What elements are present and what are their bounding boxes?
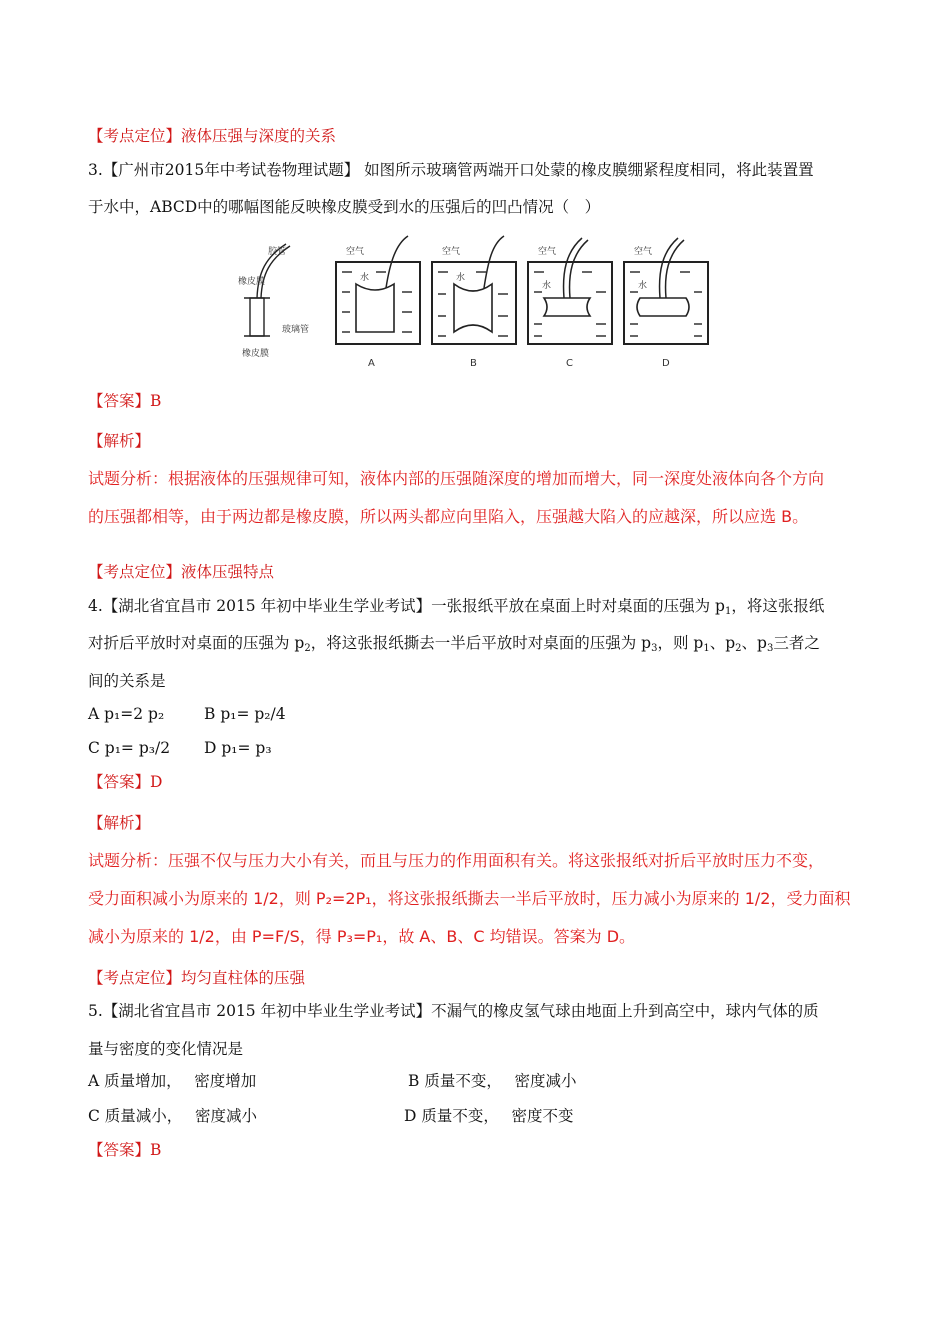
label-water-b: 水 [456,273,466,283]
q4-option-b: B p₁= p₂/4 [204,705,286,723]
option-c-label: C [566,358,573,369]
q3-jiexi: 【解析】 [88,432,151,450]
q4-line3: 间的关系是 [88,672,166,690]
beaker-b [432,236,516,369]
option-b-label: B [470,358,477,369]
q3-figure [236,232,716,372]
beaker-a [336,236,420,369]
q5-line1: 5.【湖北省宜昌市 2015 年初中毕业生学业考试】不漏气的橡皮氢气球由地面上升到高空中，球内气体的质 [88,1002,819,1020]
label-air-c: 空气 [538,247,557,257]
figure-apparatus [244,244,290,336]
label-air-b: 空气 [442,247,461,257]
q3-kaodian: 【考点定位】液体压强特点 [88,563,275,581]
q4-line2: 对折后平放时对桌面的压强为 $p_2$，将这张报纸撕去一半后平放时对桌面的压强为 $p_3$，则 $p_1$、$p_2$、$p_3$三者之 [88,634,820,654]
label-air-d: 空气 [634,247,653,257]
q4-analysis-1: 试题分析：压强不仅与压力大小有关，而且与压力的作用面积有关。将这张报纸对折后平放时压力不变， [88,851,825,870]
q5-option-c: C 质量减小， 密度减小 [88,1107,257,1125]
label-water-c: 水 [542,281,552,291]
q4-kaodian: 【考点定位】均匀直柱体的压强 [88,969,306,987]
label-xiangpimo-bottom: 橡皮膜 [242,349,270,359]
q4-option-c: C p₁= p₃/2 [88,739,171,757]
label-air-a: 空气 [346,247,365,257]
q3-line2: 于水中，ABCD中的哪幅图能反映橡皮膜受到水的压强后的凹凸情况（ ） [88,198,601,216]
q4-analysis-2: 受力面积减小为原来的 1/2，则 P₂=2P₁，将这张报纸撕去一半后平放时，压力减小为原来的 1/2，受力面积 [88,889,851,908]
label-jiaoguan: 胶管 [268,247,287,257]
q5-option-a: A 质量增加， 密度增加 [88,1072,257,1090]
label-water-a: 水 [360,273,370,283]
q3-analysis-1: 试题分析：根据液体的压强规律可知，液体内部的压强随深度的增加而增大，同一深度处液体向各个方向 [88,469,825,488]
q4-answer: 【答案】D [88,773,163,791]
option-a-label: A [368,358,375,369]
q3-answer: 【答案】B [88,392,162,410]
label-xiangpimo-top: 橡皮膜 [238,277,266,287]
beaker-d [624,238,708,369]
kaodian-prev: 【考点定位】液体压强与深度的关系 [88,127,337,145]
q5-option-d: D 质量不变， 密度不变 [404,1107,574,1125]
q5-line2: 量与密度的变化情况是 [88,1040,244,1058]
q4-analysis-3: 减小为原来的 1/2，由 P=F/S，得 P₃=P₁，故 A、B、C 均错误。答案为 D。 [88,927,636,946]
q4-option-a: A p₁=2 p₂ [88,705,165,723]
beaker-c [528,238,612,369]
label-boliguan: 玻璃管 [282,325,310,335]
q5-option-b: B 质量不变， 密度减小 [408,1072,577,1090]
q4-jiexi: 【解析】 [88,814,151,832]
q4-option-d: D p₁= p₃ [204,739,272,757]
q5-answer: 【答案】B [88,1141,162,1159]
q4-line1: 4.【湖北省宜昌市 2015 年初中毕业生学业考试】一张报纸平放在桌面上时对桌面的压强为 $p_1$，将这张报纸 [88,597,825,617]
q3-line1: 3.【广州市2015年中考试卷物理试题】 如图所示玻璃管两端开口处蒙的橡皮膜绷紧程度相同，将此装置置 [88,161,814,179]
q3-analysis-2: 的压强都相等，由于两边都是橡皮膜，所以两头都应向里陷入，压强越大陷入的应越深，所以应选 B。 [88,507,809,526]
label-water-d: 水 [638,281,648,291]
option-d-label: D [662,358,670,369]
